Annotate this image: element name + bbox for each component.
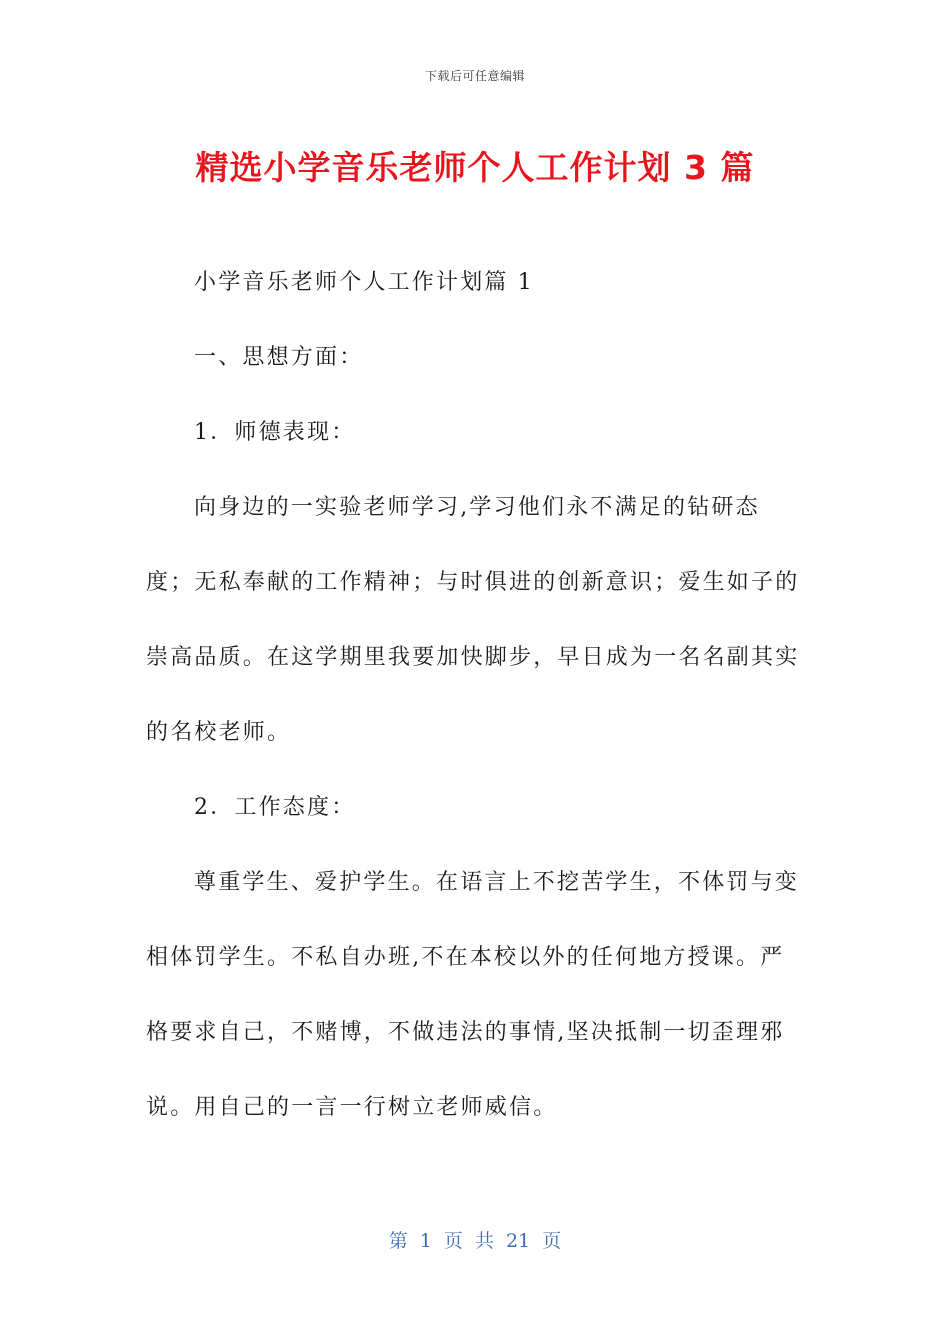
document-title: 精选小学音乐老师个人工作计划 3 篇 bbox=[195, 148, 755, 187]
total-pages-number: 21 bbox=[506, 1230, 531, 1252]
page-footer bbox=[0, 1226, 950, 1253]
header-note: 下载后可任意编辑 bbox=[424, 69, 525, 83]
footer-prefix: 第 bbox=[388, 1230, 408, 1252]
document-body bbox=[146, 245, 806, 1145]
item-heading: 1．师德表现： bbox=[194, 420, 356, 445]
current-page-number: 1 bbox=[419, 1230, 432, 1252]
body-paragraph: 尊重学生、爱护学生。在语言上不挖苦学生，不体罚与变相体罚学生。不私自办班,不在本校以外的任何地方授课。严格要求自己，不赌博，不做违法的事情,坚决抵制一切歪理邪说。用自己的一言一行树立老师威信。 bbox=[146, 870, 800, 1120]
body-paragraph: 向身边的一实验老师学习,学习他们永不满足的钻研态度；无私奉献的工作精神；与时俱进的创新意识；爱生如子的崇高品质。在这学期里我要加快脚步，早日成为一名名副其实的名校老师。 bbox=[146, 495, 800, 745]
item-heading: 2．工作态度： bbox=[194, 795, 356, 820]
footer-middle: 页 共 bbox=[443, 1230, 494, 1252]
footer-suffix: 页 bbox=[542, 1230, 562, 1252]
section-heading: 小学音乐老师个人工作计划篇 1 bbox=[194, 270, 534, 295]
subsection-heading: 一、思想方面： bbox=[194, 345, 364, 370]
